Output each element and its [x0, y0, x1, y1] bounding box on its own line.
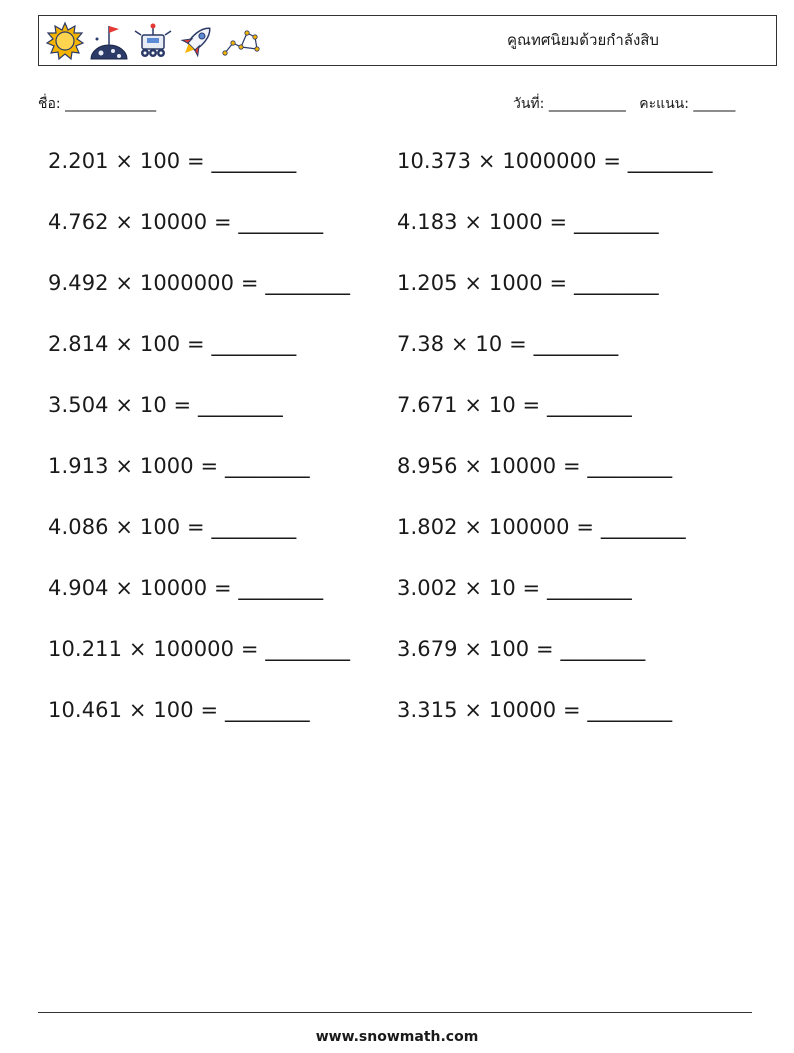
constellation-icon	[221, 21, 261, 61]
problem-right-10: 3.315 × 10000 = ________	[397, 698, 673, 722]
sun-icon	[45, 21, 85, 61]
footer-website: www.snowmath.com	[315, 1029, 479, 1045]
problem-left-8: 4.904 × 10000 = ________	[48, 576, 324, 600]
problem-left-7: 4.086 × 100 = ________	[48, 515, 297, 539]
footer-divider	[38, 1012, 752, 1013]
problem-right-5: 7.671 × 10 = ________	[397, 393, 632, 417]
problem-left-2: 4.762 × 10000 = ________	[48, 210, 324, 234]
score-blank: ______	[693, 96, 736, 112]
problem-right-2: 4.183 × 1000 = ________	[397, 210, 659, 234]
name-label: ชื่อ:	[38, 96, 61, 112]
name-blank: _____________	[65, 96, 157, 112]
rover-icon	[133, 21, 173, 61]
problem-left-3: 9.492 × 1000000 = ________	[48, 271, 351, 295]
moon-flag-icon	[89, 21, 129, 61]
problem-right-1: 10.373 × 1000000 = ________	[397, 149, 713, 173]
header-icons	[45, 21, 261, 61]
problem-right-3: 1.205 × 1000 = ________	[397, 271, 659, 295]
score-label: คะแนน:	[639, 96, 689, 112]
problem-right-8: 3.002 × 10 = ________	[397, 576, 632, 600]
problem-left-10: 10.461 × 100 = ________	[48, 698, 310, 722]
name-field	[38, 93, 156, 115]
problem-right-6: 8.956 × 10000 = ________	[397, 454, 673, 478]
rocket-icon	[177, 21, 217, 61]
date-blank: ___________	[548, 96, 626, 112]
date-label: วันที่:	[513, 96, 545, 112]
problem-left-9: 10.211 × 100000 = ________	[48, 637, 351, 661]
problem-right-4: 7.38 × 10 = ________	[397, 332, 619, 356]
problem-left-1: 2.201 × 100 = ________	[48, 149, 297, 173]
problem-left-6: 1.913 × 1000 = ________	[48, 454, 310, 478]
problem-left-5: 3.504 × 10 = ________	[48, 393, 283, 417]
problem-right-9: 3.679 × 100 = ________	[397, 637, 646, 661]
problem-left-4: 2.814 × 100 = ________	[48, 332, 297, 356]
worksheet-header	[38, 15, 777, 66]
problem-right-7: 1.802 × 100000 = ________	[397, 515, 686, 539]
worksheet-title: คูณทศนิยมด้วยกำลังสิบ	[507, 31, 659, 49]
date-score-field	[513, 93, 735, 115]
